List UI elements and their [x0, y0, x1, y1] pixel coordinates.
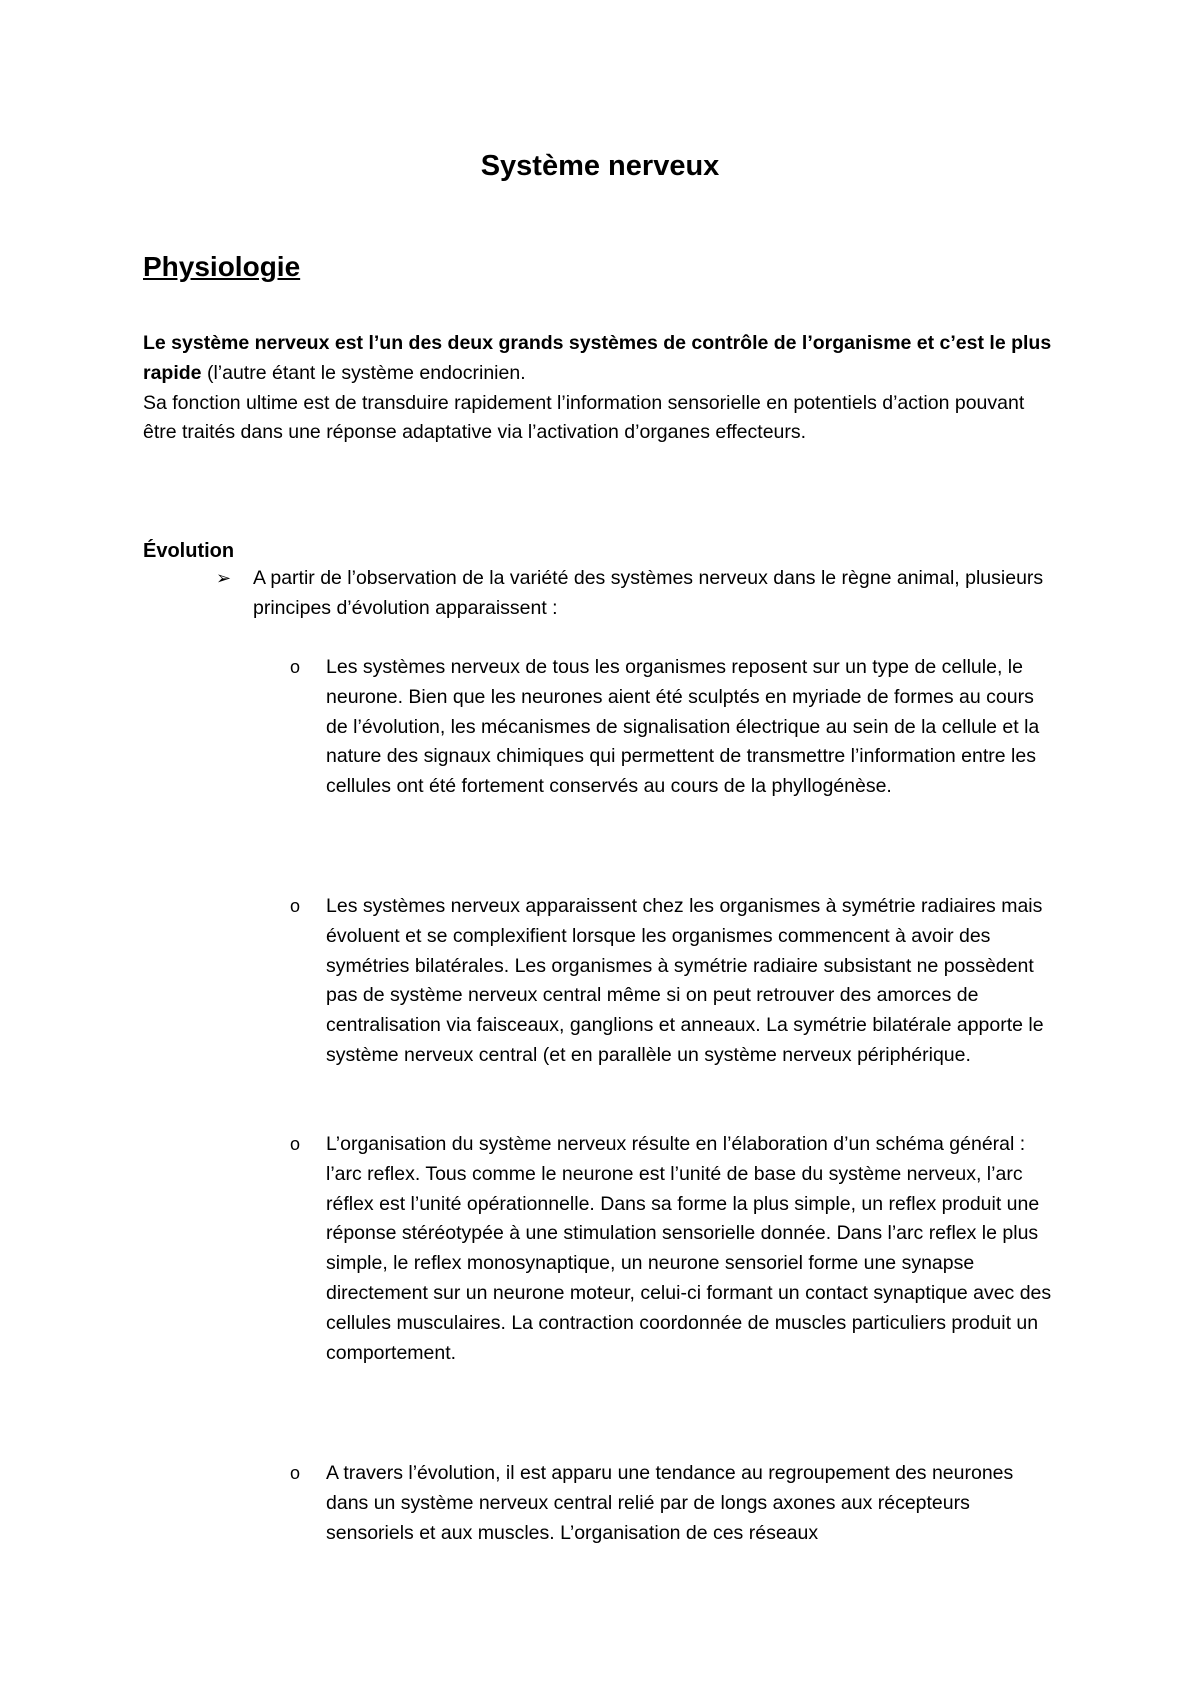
sub-list-item [290, 653, 1060, 802]
arrow-bullet-icon: ➢ [216, 568, 232, 588]
arrow-list-item [216, 564, 1076, 624]
arrow-item-text: A partir de l’observation de la variété des systèmes nerveux dans le règne animal, plusieurs principes d’évolution apparaissent : [253, 567, 1044, 619]
sub-list-item [290, 1130, 1060, 1368]
sub-list-item [290, 1459, 1060, 1548]
sub-list-item [290, 892, 1060, 1071]
intro-normal-text: (l’autre étant le système endocrinien. [201, 361, 526, 384]
circle-bullet-icon: o [290, 896, 301, 916]
intro-bold-text: Le système nerveux est l’un des deux grands systèmes de contrôle de l’organisme et c’est le plus rapide [143, 332, 1052, 384]
sub-item-text: Les systèmes nerveux de tous les organismes reposent sur un type de cellule, le neurone. Bien que les neurones aient été sculptés en myriade de formes au cours de l’évolution, les mécanismes de signalisation électrique au sein de la cellule et la nature des signaux chimiques qui permettent de transmettre l’information entre les cellules ont été fortement conservés au cours de la phyllogénèse. [326, 656, 1040, 798]
sub-item-text: A travers l’évolution, il est apparu une tendance au regroupement des neurones dans un système nerveux central relié par de longs axones aux récepteurs sensoriels et aux muscles. L’organisation de ces réseaux [326, 1462, 1014, 1544]
circle-bullet-icon: o [290, 1463, 301, 1483]
circle-bullet-icon: o [290, 657, 301, 677]
sub-item-text: L’organisation du système nerveux résulte en l’élaboration d’un schéma général : l’arc reflex. Tous comme le neurone est l’unité de base du système nerveux, l’arc réflex est l’unité opérationnelle. Dans sa forme la plus simple, un reflex produit une réponse stéréotypée à une stimulation sensorielle donnée. Dans l’arc reflex le plus simple, le reflex monosynaptique, un neurone sensoriel forme une synapse directement sur un neurone moteur, celui-ci formant un contact synaptique avec des cellules musculaires. La contraction coordonnée de muscles particuliers produit un comportement. [326, 1133, 1052, 1364]
document-title: Système nerveux [480, 150, 720, 182]
section-heading-physiologie: Physiologie [143, 251, 301, 282]
intro-paragraph-2: Sa fonction ultime est de transduire rapidement l’information sensorielle en potentiels d’action pouvant être traités dans une réponse adaptative via l’activation d’organes effecteurs. [143, 391, 1025, 444]
subheading-evolution: Évolution [143, 540, 235, 562]
circle-bullet-icon: o [290, 1134, 301, 1154]
intro-block [143, 329, 1063, 448]
sub-item-text: Les systèmes nerveux apparaissent chez les organismes à symétrie radiaires mais évoluent et se complexifient lorsque les organismes commencent à avoir des symétries bilatérales. Les organismes à symétrie radiaire subsistant ne possèdent pas de système nerveux central même si on peut retrouver des amorces de centralisation via faisceaux, ganglions et anneaux. La symétrie bilatérale apporte le système nerveux central (et en parallèle un système nerveux périphérique. [326, 895, 1044, 1066]
intro-paragraph-1 [143, 329, 1063, 389]
